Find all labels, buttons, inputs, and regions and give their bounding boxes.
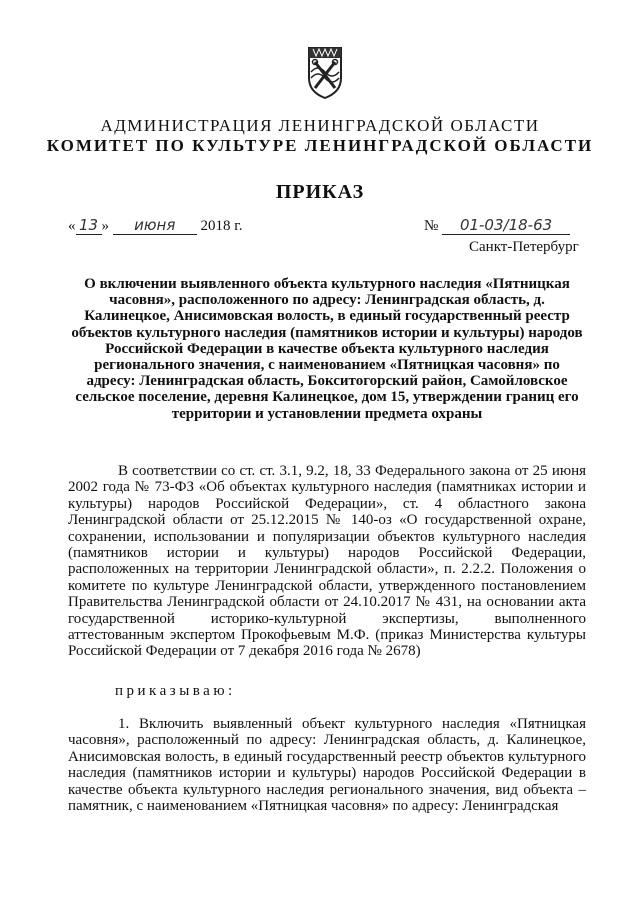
- date-line: [68, 216, 242, 235]
- number-value: 01-03/18-63: [442, 216, 570, 235]
- order-word: приказываю:: [115, 683, 236, 699]
- date-month: июня: [113, 216, 197, 235]
- document-subject: О включении выявленного объекта культурного наследия «Пятницкая часовня», расположенного по адресу: Ленинградская область, д. Калинецкое, Анисимовская волость, в единый государственный реестр объектов культурного наследия (памятников истории и культуры) народов Российской Федерации в качестве объекта культурного наследия регионального значения, с наименованием «Пятницкая часовня» по адресу: Ленинградская область, Бокситогорский район, Самойловское сельское поселение, деревня Калинецкое, дом 15, утверждении границ его территории и установлении предмета охраны: [71, 276, 583, 422]
- city: Санкт-Петербург: [469, 239, 579, 255]
- document-number: [424, 216, 570, 235]
- date-year: 2018 г.: [200, 218, 243, 234]
- date-open-quote: «: [68, 218, 76, 234]
- header-administration: АДМИНИСТРАЦИЯ ЛЕНИНГРАДСКОЙ ОБЛАСТИ: [100, 116, 540, 135]
- document-title: ПРИКАЗ: [275, 181, 365, 203]
- number-prefix: №: [424, 218, 439, 234]
- date-day: 13: [76, 216, 102, 235]
- coat-of-arms-icon: [303, 44, 347, 100]
- date-close-quote: »: [101, 218, 109, 234]
- preamble-paragraph: В соответствии со ст. ст. 3.1, 9.2, 18, 33 Федерального закона от 25 июня 2002 года № 73-ФЗ «Об объектах культурного наследия (памятниках истории и культуры) народов Российской Федерации», ст. 4 областного закона Ленинградской области от 25.12.2015 № 140-оз «О государственной охране, сохранении, использовании и популяризации объектов культурного наследия (памятников истории и культуры) народов Российской Федерации, расположенных на территории Ленинградской области», п. 2.2.2. Положения о комитете по культуре Ленинградской области, утвержденного постановлением Правительства Ленинградской области от 24.10.2017 № 431, на основании акта государственной историко-культурной экспертизы, выполненного аттестованным экспертом Прокофьевым М.Ф. (приказ Министерства культуры Российской Федерации от 7 декабря 2016 года № 2678): [68, 463, 586, 660]
- item-1-paragraph: 1. Включить выявленный объект культурного наследия «Пятницкая часовня», расположенный по адресу: Ленинградская область, д. Калинецкое, Анисимовская волость, в единый государственный реестр объектов культурного наследия (памятников истории и культуры) народов Российской Федерации в качестве объекта культурного наследия регионального значения, вид объекта – памятник, с наименованием «Пятницкая часовня» по адресу: Ленинградская: [68, 716, 586, 815]
- header-committee: КОМИТЕТ ПО КУЛЬТУРЕ ЛЕНИНГРАДСКОЙ ОБЛАСТИ: [46, 136, 594, 155]
